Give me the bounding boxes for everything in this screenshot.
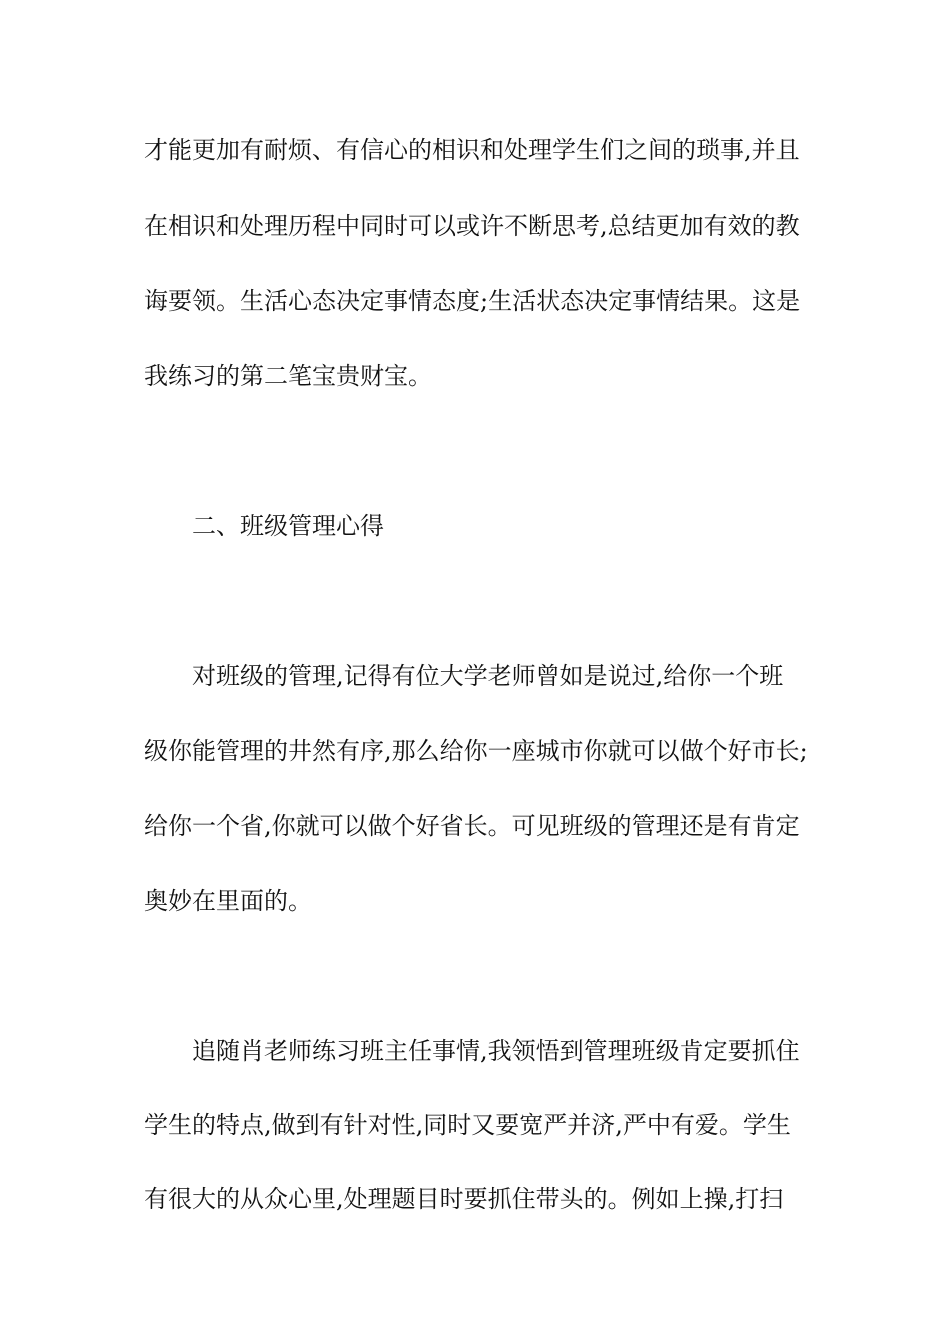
paragraph-3-line-3: 有很大的从众心里,处理题目时要抓住带头的。例如上操,打扫 <box>144 1185 784 1213</box>
paragraph-3-line-1: 追随肖老师练习班主任事情,我领悟到管理班级肯定要抓住 <box>192 1037 800 1065</box>
paragraph-1-line-1: 才能更加有耐烦、有信心的相识和处理学生们之间的琐事,并且 <box>144 136 800 164</box>
section-heading: 二、班级管理心得 <box>192 512 384 540</box>
paragraph-3-line-2: 学生的特点,做到有针对性,同时又要宽严并济,严中有爱。学生 <box>144 1111 791 1139</box>
paragraph-2-line-1: 对班级的管理,记得有位大学老师曾如是说过,给你一个班 <box>192 662 784 690</box>
paragraph-1-line-4: 我练习的第二笔宝贵财宝。 <box>144 362 432 390</box>
paragraph-2-line-3: 给你一个省,你就可以做个好省长。可见班级的管理还是有肯定 <box>144 812 800 840</box>
paragraph-1-line-2: 在相识和处理历程中同时可以或许不断思考,总结更加有效的教 <box>144 212 800 240</box>
paragraph-1-line-3: 诲要领。生活心态决定事情态度;生活状态决定事情结果。这是 <box>144 287 801 315</box>
paragraph-2-line-2: 级你能管理的井然有序,那么给你一座城市你就可以做个好市长; <box>144 737 808 765</box>
paragraph-2-line-4: 奥妙在里面的。 <box>144 887 312 915</box>
